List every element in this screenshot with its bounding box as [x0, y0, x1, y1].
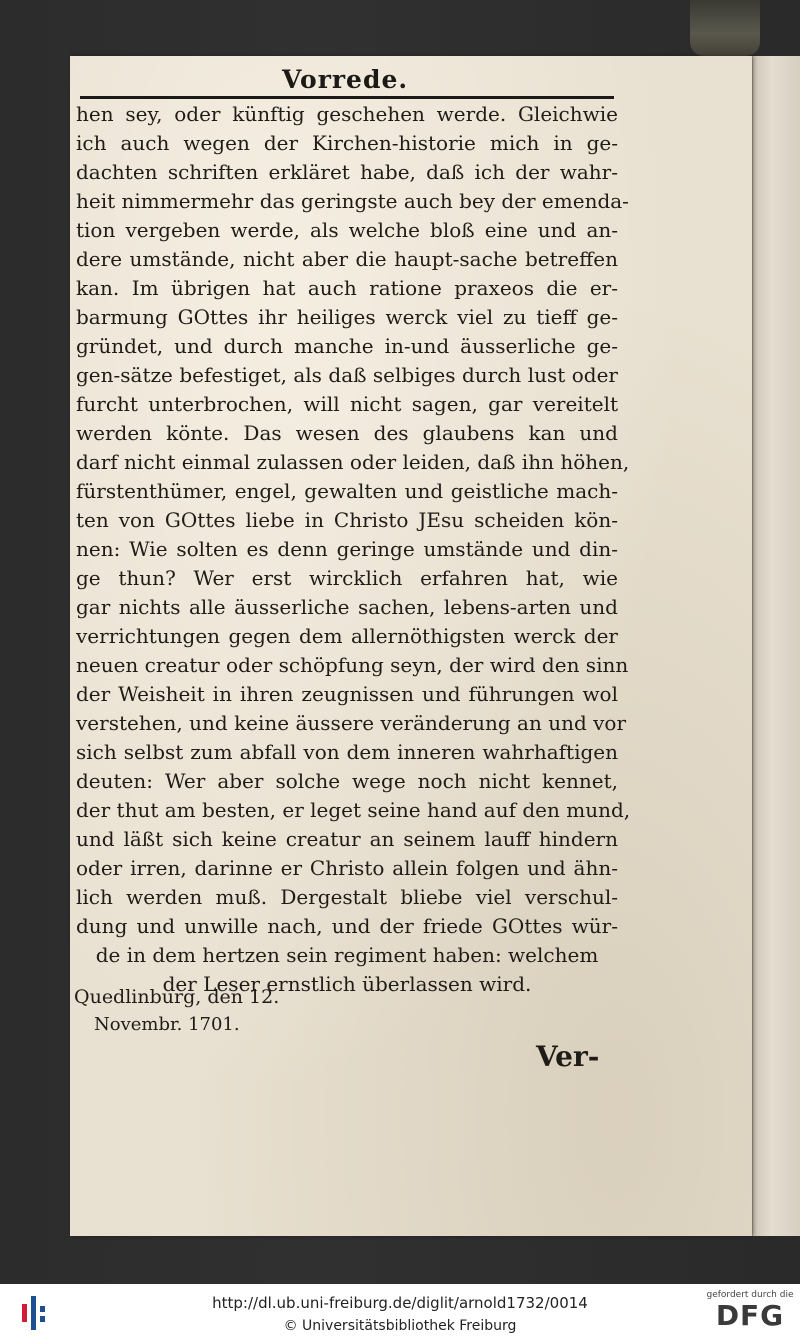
- text-line: der thut am besten, er leget seine hand auf den mund,: [76, 798, 631, 822]
- body-text: [76, 100, 631, 999]
- place-line: Quedlinburg, den 12.: [74, 986, 280, 1008]
- page-header: Vorrede.: [281, 65, 409, 94]
- text-line: deuten: Wer aber solche wege noch nicht kennet,: [76, 769, 618, 793]
- text-line: tion vergeben werde, als welche bloß eine und an-: [76, 218, 618, 242]
- copyright-notice: © Universitätsbibliothek Freiburg: [283, 1318, 517, 1334]
- dfg-wordmark: DFG: [715, 1299, 785, 1332]
- viewer-footer: [0, 1284, 800, 1340]
- text-line: ich auch wegen der Kirchen-historie mich in ge-: [76, 131, 618, 155]
- text-line: gar nichts alle äusserliche sachen, lebens-arten und: [76, 595, 618, 619]
- text-line: gründet, und durch manche in-und äusserliche ge-: [76, 334, 618, 358]
- text-line: dere umstände, nicht aber die haupt-sache betreffen: [76, 247, 618, 271]
- text-line: werden könte. Das wesen des glaubens kan und: [76, 421, 618, 445]
- text-line: neuen creatur oder schöpfung seyn, der wird den sinn: [76, 653, 629, 677]
- text-line: heit nimmermehr das geringste auch bey der emenda-: [76, 189, 629, 213]
- text-line: barmung GOttes ihr heiliges werck viel zu tieff ge-: [76, 305, 618, 329]
- date-line: Novembr. 1701.: [94, 1014, 240, 1035]
- text-line: kan. Im übrigen hat auch ratione praxeos die er-: [76, 276, 618, 300]
- sponsor-note: gefordert durch die: [706, 1290, 794, 1300]
- next-page-edge: [752, 56, 800, 1236]
- text-line: ten von GOttes liebe in Christo JEsu scheiden kön-: [76, 508, 618, 532]
- text-line: verstehen, und keine äussere veränderung an und vor: [76, 711, 627, 735]
- header-rule: [80, 96, 614, 99]
- dfg-logo[interactable]: [706, 1290, 794, 1338]
- text-line: fürstenthümer, engel, gewalten und geistliche mach-: [76, 479, 618, 503]
- text-line: ge thun? Wer erst wircklich erfahren hat, wie: [76, 566, 618, 590]
- bookmark-ribbon: [690, 0, 760, 56]
- text-line: dachten schriften erkläret habe, daß ich der wahr-: [76, 160, 618, 184]
- text-line: verrichtungen gegen dem allernöthigsten werck der: [76, 624, 618, 648]
- text-line: der Weisheit in ihren zeugnissen und führungen wol: [76, 682, 618, 706]
- text-line: gen-sätze befestiget, als daß selbiges durch lust oder: [76, 363, 618, 387]
- text-line: dung und unwille nach, und der friede GOttes wür-: [76, 914, 618, 938]
- text-line: furcht unterbrochen, will nicht sagen, gar vereitelt: [76, 392, 618, 416]
- text-line: sich selbst zum abfall von dem inneren wahrhaftigen: [76, 740, 618, 764]
- text-line: nen: Wie solten es denn geringe umstände und din-: [76, 537, 618, 561]
- permalink-url[interactable]: http://dl.ub.uni-freiburg.de/diglit/arnold1732/0014: [212, 1294, 588, 1312]
- text-line: hen sey, oder künftig geschehen werde. Gleichwie: [76, 102, 618, 126]
- closing-line: de in dem hertzen sein regiment haben: welchem: [95, 943, 599, 967]
- catchword: Ver-: [536, 1040, 600, 1073]
- closing-line: der Leser ernstlich überlassen wird.: [162, 972, 532, 996]
- text-line: und läßt sich keine creatur an seinem lauff hindern: [76, 827, 618, 851]
- text-line: lich werden muß. Dergestalt bliebe viel verschul-: [76, 885, 618, 909]
- text-line: darf nicht einmal zulassen oder leiden, daß ihn höhen,: [76, 450, 630, 474]
- text-line: oder irren, darinne er Christo allein folgen und ähn-: [76, 856, 618, 880]
